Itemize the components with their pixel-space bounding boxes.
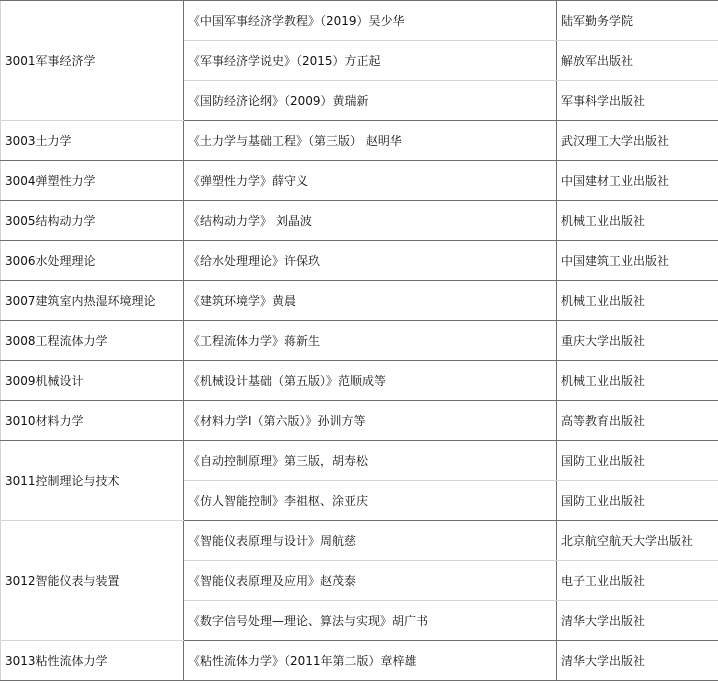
table-body: [1, 1, 718, 681]
book-title-cell[interactable]: 《智能仪表原理与设计》周航慈: [184, 521, 557, 561]
publisher-cell[interactable]: 清华大学出版社: [557, 601, 718, 641]
subject-cell[interactable]: 3006水处理理论: [1, 241, 184, 281]
publisher-cell[interactable]: 国防工业出版社: [557, 481, 718, 521]
book-title-cell[interactable]: 《粘性流体力学》（2011年第二版）章梓雄: [184, 641, 557, 681]
subject-cell[interactable]: 3003土力学: [1, 121, 184, 161]
subject-cell[interactable]: 3013粘性流体力学: [1, 641, 184, 681]
publisher-cell[interactable]: 机械工业出版社: [557, 281, 718, 321]
table-row: [1, 361, 718, 401]
subject-cell[interactable]: 3007建筑室内热湿环境理论: [1, 281, 184, 321]
table-row: [1, 161, 718, 201]
table-row: [1, 401, 718, 441]
publisher-cell[interactable]: 机械工业出版社: [557, 361, 718, 401]
book-title-cell[interactable]: 《工程流体力学》蒋新生: [184, 321, 557, 361]
subject-cell[interactable]: 3005结构动力学: [1, 201, 184, 241]
book-title-cell[interactable]: 《自动控制原理》第三版，胡寿松: [184, 441, 557, 481]
table-row: [1, 281, 718, 321]
book-title-cell[interactable]: 《给水处理理论》许保玖: [184, 241, 557, 281]
subject-cell[interactable]: 3010材料力学: [1, 401, 184, 441]
book-title-cell[interactable]: 《仿人智能控制》李祖枢、涂亚庆: [184, 481, 557, 521]
table-row: [1, 441, 718, 481]
publisher-cell[interactable]: 中国建材工业出版社: [557, 161, 718, 201]
book-title-cell[interactable]: 《数字信号处理—理论、算法与实现》胡广书: [184, 601, 557, 641]
subject-cell[interactable]: 3001军事经济学: [1, 1, 184, 121]
table-row: [1, 521, 718, 561]
publisher-cell[interactable]: 陆军勤务学院: [557, 1, 718, 41]
publisher-cell[interactable]: 北京航空航天大学出版社: [557, 521, 718, 561]
table-row: [1, 121, 718, 161]
book-title-cell[interactable]: 《建筑环境学》黄晨: [184, 281, 557, 321]
book-title-cell[interactable]: 《机械设计基础（第五版）》范顺成等: [184, 361, 557, 401]
publisher-cell[interactable]: 国防工业出版社: [557, 441, 718, 481]
subject-cell[interactable]: 3008工程流体力学: [1, 321, 184, 361]
publisher-cell[interactable]: 重庆大学出版社: [557, 321, 718, 361]
subject-cell[interactable]: 3012智能仪表与装置: [1, 521, 184, 641]
book-title-cell[interactable]: 《国防经济论纲》（2009）黄瑞新: [184, 81, 557, 121]
table-row: [1, 241, 718, 281]
book-title-cell[interactable]: 《军事经济学说史》（2015）方正起: [184, 41, 557, 81]
publisher-cell[interactable]: 电子工业出版社: [557, 561, 718, 601]
table-row: [1, 321, 718, 361]
book-title-cell[interactable]: 《弹塑性力学》薛守义: [184, 161, 557, 201]
publisher-cell[interactable]: 清华大学出版社: [557, 641, 718, 681]
book-title-cell[interactable]: 《结构动力学》 刘晶波: [184, 201, 557, 241]
book-title-cell[interactable]: 《中国军事经济学教程》（2019）吴少华: [184, 1, 557, 41]
subject-cell[interactable]: 3004弹塑性力学: [1, 161, 184, 201]
publisher-cell[interactable]: 中国建筑工业出版社: [557, 241, 718, 281]
book-title-cell[interactable]: 《材料力学Ⅰ（第六版）》孙训方等: [184, 401, 557, 441]
table-row: [1, 1, 718, 41]
publisher-cell[interactable]: 武汉理工大学出版社: [557, 121, 718, 161]
publisher-cell[interactable]: 军事科学出版社: [557, 81, 718, 121]
book-title-cell[interactable]: 《智能仪表原理及应用》赵茂泰: [184, 561, 557, 601]
table-row: [1, 641, 718, 681]
publisher-cell[interactable]: 机械工业出版社: [557, 201, 718, 241]
table-row: [1, 201, 718, 241]
subject-cell[interactable]: 3009机械设计: [1, 361, 184, 401]
publisher-cell[interactable]: 高等教育出版社: [557, 401, 718, 441]
subject-cell[interactable]: 3011控制理论与技术: [1, 441, 184, 521]
publisher-cell[interactable]: 解放军出版社: [557, 41, 718, 81]
book-title-cell[interactable]: 《土力学与基础工程》（第三版） 赵明华: [184, 121, 557, 161]
